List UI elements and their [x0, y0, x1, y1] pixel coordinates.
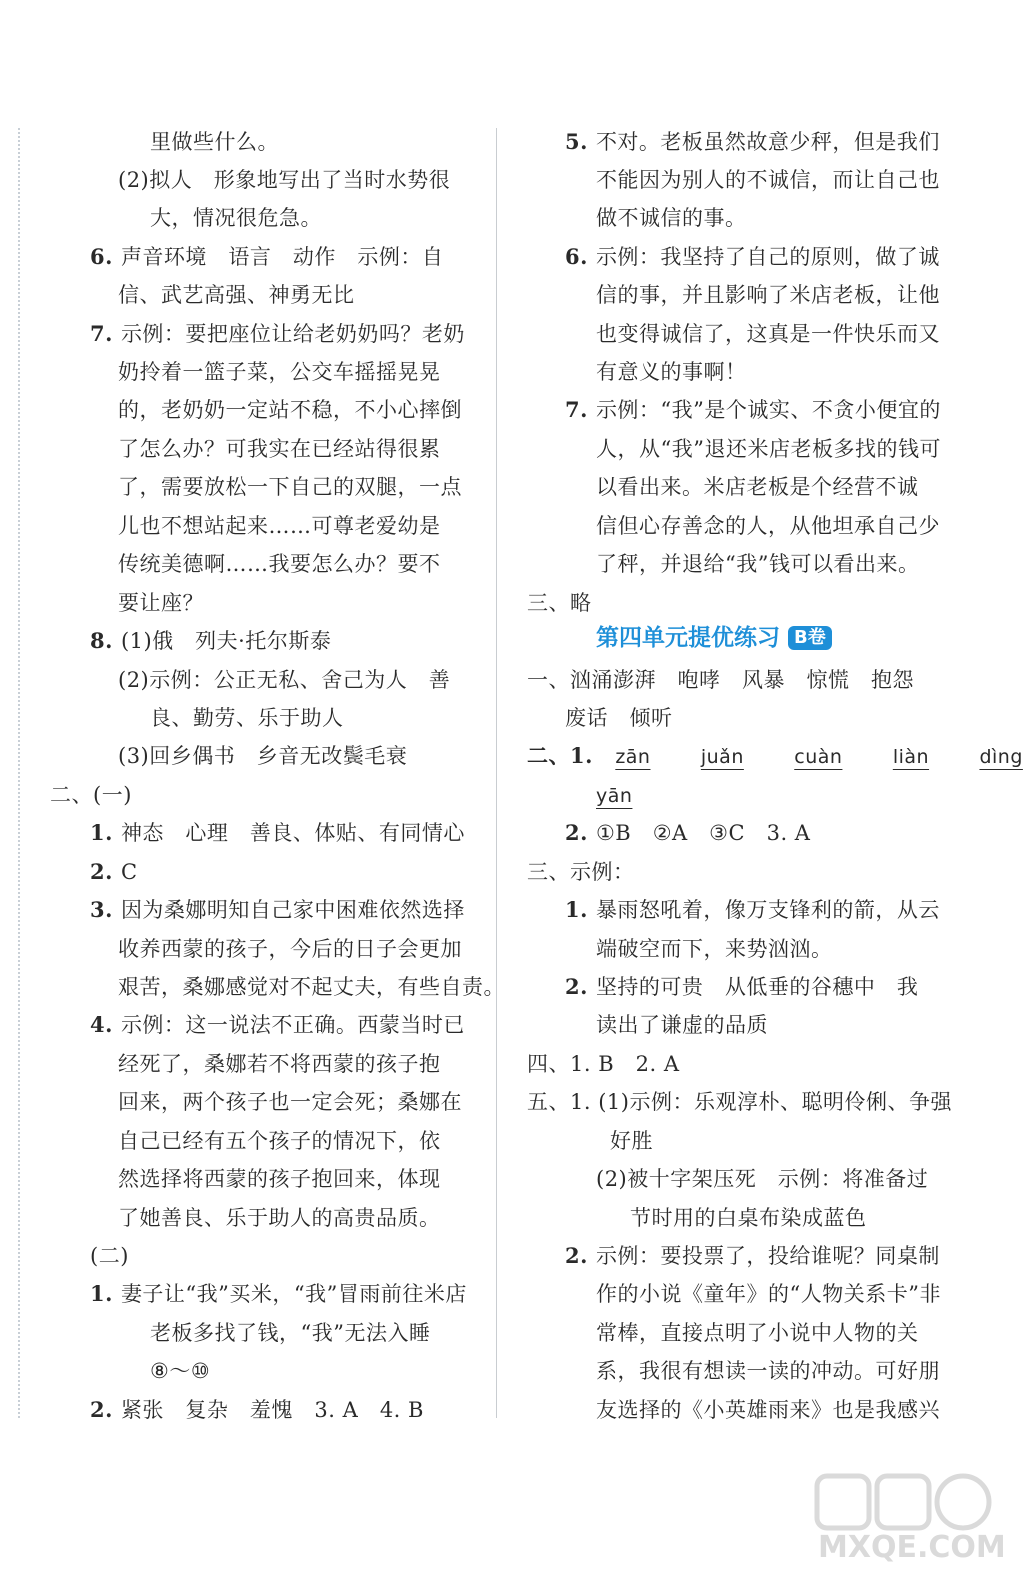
right-line: [596, 1011, 768, 1039]
answer-text: 然选择将西蒙的孩子抱回来，体现: [118, 1167, 441, 1191]
answer-text: 示例：我坚持了自己的原则，做了诚: [595, 245, 940, 269]
answer-text: 艰苦，桑娜感觉对不起丈夫，有些自责。: [118, 975, 505, 999]
answer-text: 里做些什么。: [150, 130, 279, 154]
answer-text: 不能因为别人的不诚信，而让自己也: [596, 168, 940, 192]
answer-text: 收养西蒙的孩子，今后的日子会更加: [118, 937, 462, 961]
right-line: [565, 396, 941, 424]
answer-text: 了她善良、乐于助人的高贵品质。: [118, 1206, 441, 1230]
left-line: [118, 1050, 441, 1078]
item-number: 5.: [565, 129, 588, 154]
answer-text: 紧张 复杂 羞愧 3. A 4. B: [120, 1398, 424, 1422]
item-number: 1.: [90, 1281, 113, 1306]
item-number: 6.: [565, 244, 588, 269]
answer-text: 神态 心理 善良、体贴、有同情心: [120, 821, 465, 845]
right-line: [596, 1396, 940, 1424]
left-line: [118, 935, 462, 963]
right-line: [565, 896, 940, 924]
item-number: 1.: [565, 897, 588, 922]
answer-text: 自己已经有五个孩子的情况下，依: [118, 1129, 441, 1153]
right-line: [565, 819, 810, 847]
answer-text: 了，需要放松一下自己的双腿，一点: [118, 475, 462, 499]
answer-text: 做不诚信的事。: [596, 206, 747, 230]
left-line: [90, 819, 465, 847]
answer-text: 二、(一): [50, 783, 132, 807]
right-line: [596, 1165, 928, 1193]
pinyin-answer: yān: [596, 785, 633, 807]
right-line: [527, 858, 635, 886]
left-line: [90, 1011, 465, 1039]
answer-text: 作的小说《童年》的“人物关系卡”非: [596, 1282, 941, 1306]
right-line: [596, 204, 747, 232]
left-line: [118, 1165, 441, 1193]
item-number: 2.: [565, 1243, 588, 1268]
right-line: [596, 435, 941, 463]
right-line: [565, 704, 673, 732]
item-number: 6.: [90, 244, 113, 269]
answer-text: 经死了，桑娜若不将西蒙的孩子抱: [118, 1052, 441, 1076]
answer-text: 良、勤劳、乐于助人: [150, 706, 344, 730]
item-number: 2.: [565, 820, 588, 845]
left-line: [118, 589, 204, 617]
answer-text: 奶拎着一篮子菜，公交车摇摇晃晃: [118, 360, 441, 384]
answer-text: 回来，两个孩子也一定会死；桑娜在: [118, 1090, 462, 1114]
answer-text: 信、武艺高强、神勇无比: [118, 283, 355, 307]
right-line: [596, 473, 919, 501]
item-number: 2.: [90, 859, 113, 884]
left-line: [90, 320, 465, 348]
right-line: [596, 166, 940, 194]
left-line: [118, 166, 450, 194]
answer-text: 三、示例：: [527, 860, 635, 884]
pinyin-answer: cuàn: [794, 746, 843, 768]
answer-text: 示例：要投票了，投给谁呢？同桌制: [595, 1244, 940, 1268]
answer-text: 儿也不想站起来……可尊老爱幼是: [118, 514, 441, 538]
answer-text: 了秤，并退给“我”钱可以看出来。: [596, 552, 920, 576]
answer-text: 不对。老板虽然故意少秤，但是我们: [595, 130, 940, 154]
left-line: [150, 1319, 430, 1347]
answer-text: 大，情况很危急。: [150, 206, 322, 230]
left-margin-dotted-line: [18, 128, 20, 1418]
answer-text: 以看出来。米店老板是个经营不诚: [596, 475, 919, 499]
answer-text: 老板多找了钱，“我”无法入睡: [150, 1321, 431, 1345]
answer-text: 端破空而下，来势汹汹。: [596, 937, 833, 961]
answer-text: 友选择的《小英雄雨来》也是我感兴: [596, 1398, 940, 1422]
left-line: [150, 704, 344, 732]
item-number: 2.: [90, 1397, 113, 1422]
left-line: [118, 742, 407, 770]
answer-text: 废话 倾听: [565, 706, 673, 730]
left-line: [118, 396, 462, 424]
right-line: [596, 512, 940, 540]
left-line: [150, 204, 322, 232]
answer-text: ⑧～⑩: [150, 1359, 211, 1383]
left-line: [118, 435, 441, 463]
left-line: [90, 1280, 467, 1308]
right-line: [527, 1088, 952, 1116]
left-line: [118, 550, 441, 578]
answer-text: 传统美德啊……我要怎么办？要不: [118, 552, 441, 576]
right-line: [596, 1280, 941, 1308]
unit-badge: B卷: [788, 626, 832, 650]
answer-text: (1)俄 列夫·托尔斯泰: [120, 629, 332, 653]
answer-text: (2)被十字架压死 示例：将准备过: [596, 1167, 929, 1191]
left-line: [118, 1088, 462, 1116]
left-line: [118, 473, 462, 501]
answer-text: 要让座？: [118, 591, 204, 615]
right-line: [527, 1050, 680, 1078]
answer-text: 的，老奶奶一定站不稳，不小心摔倒: [118, 398, 462, 422]
watermark-logo-graphic: [815, 1470, 995, 1534]
item-number: 7.: [90, 321, 113, 346]
answer-text: C: [120, 860, 138, 884]
left-line: [90, 627, 331, 655]
left-line: [90, 896, 465, 924]
right-line: [565, 973, 918, 1001]
right-line: [596, 320, 940, 348]
item-number: 1.: [90, 820, 113, 845]
answer-text: 有意义的事啊！: [596, 360, 747, 384]
unit-title-text: 第四单元提优练习: [596, 625, 780, 651]
left-line: [150, 1357, 210, 1385]
answer-text: 示例：“我”是个诚实、不贪小便宜的: [595, 398, 941, 422]
pinyin-answer: liàn: [892, 746, 930, 768]
item-number: 7.: [565, 397, 588, 422]
pinyin-answer: juǎn: [700, 746, 744, 768]
answer-text: ①B ②A ③C 3. A: [595, 821, 811, 845]
right-line: [596, 1319, 919, 1347]
answer-text: 暴雨怒吼着，像万支锋利的箭，从云: [595, 898, 940, 922]
answer-text: (2)示例：公正无私、舍己为人 善: [118, 668, 451, 692]
left-line: [118, 1204, 441, 1232]
answer-text: 因为桑娜明知自己家中困难依然选择: [120, 898, 465, 922]
right-line: [527, 589, 592, 617]
answer-text: 三、略: [527, 591, 592, 615]
item-number: 3.: [90, 897, 113, 922]
answer-text: (2)拟人 形象地写出了当时水势很: [118, 168, 451, 192]
right-line: [596, 1357, 940, 1385]
answer-text: 声音环境 语言 动作 示例：自: [120, 245, 444, 269]
left-line: [118, 666, 450, 694]
pinyin-answer: zān: [615, 746, 651, 768]
right-line: [630, 1204, 867, 1232]
answer-text: 信的事，并且影响了米店老板，让他: [596, 283, 940, 307]
item-number: 4.: [90, 1012, 113, 1037]
answer-text: 常棒，直接点明了小说中人物的关: [596, 1321, 919, 1345]
answer-text: 节时用的白桌布染成蓝色: [630, 1206, 867, 1230]
answer-text: (二): [90, 1244, 129, 1268]
answer-text: 五、1. (1)示例：乐观淳朴、聪明伶俐、争强: [527, 1090, 952, 1114]
right-line: [596, 935, 833, 963]
pinyin-label: 二、1.: [527, 743, 593, 768]
answer-text: 也变得诚信了，这真是一件快乐而又: [596, 322, 940, 346]
right-line: [596, 281, 940, 309]
item-number: 2.: [565, 974, 588, 999]
left-line: [90, 1396, 424, 1424]
left-line: [118, 1127, 441, 1155]
left-line: [118, 973, 505, 1001]
answer-text: 妻子让“我”买米，“我”冒雨前往米店: [120, 1282, 467, 1306]
right-line: [527, 666, 914, 694]
left-line: [118, 358, 441, 386]
left-line: [118, 512, 441, 540]
pinyin-row-1: [527, 742, 1023, 771]
answer-text: 了怎么办？可我实在已经站得很累: [118, 437, 441, 461]
answer-text: 一、汹涌澎湃 咆哮 风暴 惊慌 抱怨: [527, 668, 914, 692]
right-line: [565, 128, 940, 156]
answer-text: 好胜: [610, 1129, 653, 1153]
right-line: [596, 550, 919, 578]
left-line: [50, 781, 132, 809]
answer-text: 四、1. B 2. A: [527, 1052, 680, 1076]
left-line: [150, 128, 279, 156]
pinyin-answer: dìng: [979, 746, 1023, 768]
left-line: [90, 243, 443, 271]
right-line: [610, 1127, 653, 1155]
answer-text: 人，从“我”退还米店老板多找的钱可: [596, 437, 941, 461]
answer-text: 示例：要把座位让给老奶奶吗？老奶: [120, 322, 465, 346]
right-line: [565, 1242, 940, 1270]
left-line: [118, 281, 355, 309]
left-line: [90, 858, 138, 886]
column-divider: [496, 128, 497, 1418]
right-line: [565, 243, 940, 271]
item-number: 8.: [90, 628, 113, 653]
pinyin-row-2: [596, 781, 632, 810]
right-line: [596, 358, 747, 386]
answer-text: 信但心存善念的人，从他坦承自己少: [596, 514, 940, 538]
watermark-url: MXQE.COM: [818, 1530, 1006, 1565]
answer-text: 系，我很有想读一读的冲动。可好朋: [596, 1359, 940, 1383]
left-line: [90, 1242, 129, 1270]
answer-text: 坚持的可贵 从低垂的谷穗中 我: [595, 975, 919, 999]
answer-text: 读出了谦虚的品质: [596, 1013, 768, 1037]
answer-text: 示例：这一说法不正确。西蒙当时已: [120, 1013, 465, 1037]
unit-title: [596, 623, 832, 653]
answer-text: (3)回乡偶书 乡音无改鬓毛衰: [118, 744, 408, 768]
